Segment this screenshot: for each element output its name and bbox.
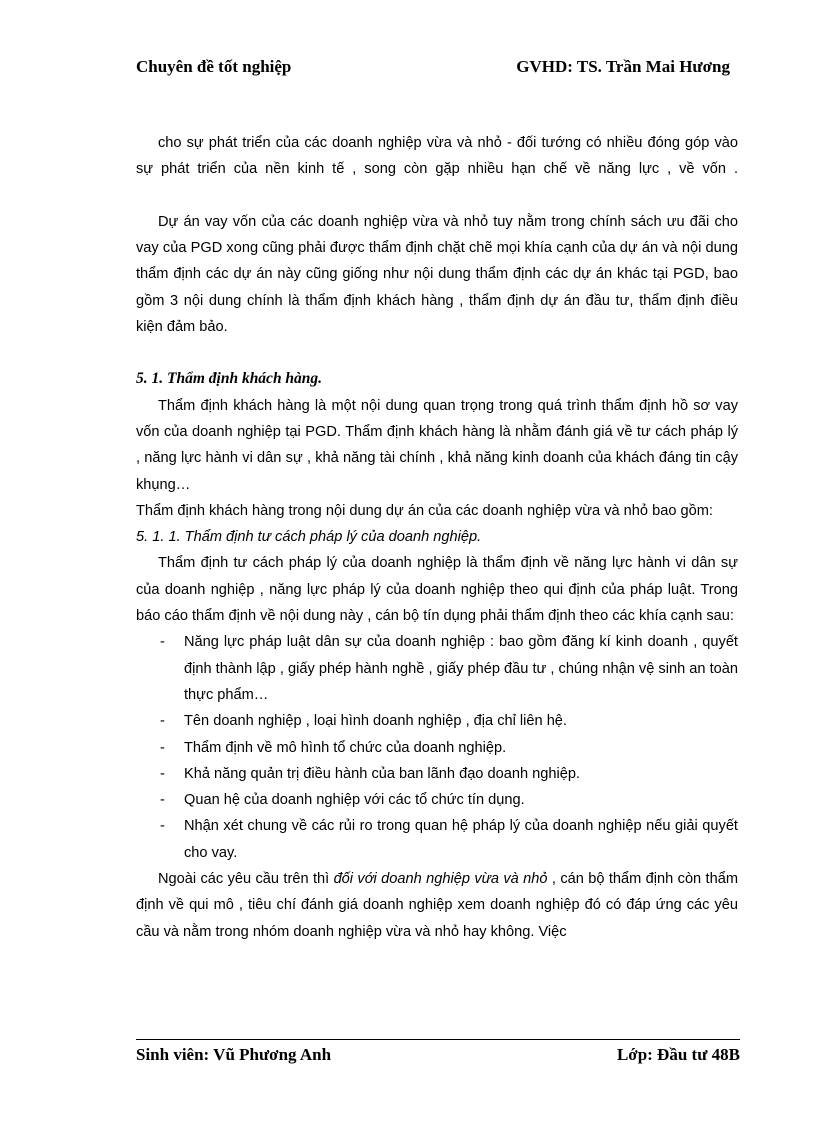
paragraph-4: Thẩm định khách hàng trong nội dung dự án của các doanh nghiệp vừa và nhỏ bao gồm: bbox=[136, 502, 713, 519]
paragraph-1-end: . bbox=[733, 161, 738, 178]
page-footer bbox=[136, 1045, 740, 1065]
paragraph-6-rest: , cán bộ thẩm định còn thẩm định về qui mô , tiêu chí đánh giá doanh nghiệp xem doanh nghiệp đó có đáp ứng các yêu cầu và nằm trong nhóm doanh nghiệp vừa và nhỏ hay không. Việc bbox=[136, 871, 738, 940]
spacer bbox=[136, 340, 738, 366]
paragraph-5: Thẩm định tư cách pháp lý của doanh nghiệp là thẩm định về năng lực hành vi dân sự của doanh nghiệp , năng lực pháp lý của doanh nghiệp theo qui định của pháp luật. Trong báo cáo thẩm định về nội dung này , cán bộ tín dụng phải thẩm định theo các khía cạnh sau: bbox=[136, 555, 738, 625]
header-title: Chuyên đề tốt nghiệp bbox=[136, 57, 292, 76]
header-advisor: GVHD: TS. Trần Mai Hương bbox=[516, 57, 730, 76]
paragraph-6-start: Ngoài các yêu cầu trên thì bbox=[158, 871, 334, 888]
document-body bbox=[136, 130, 738, 945]
list-item: - Nhận xét chung về các rủi ro trong quan hệ pháp lý của doanh nghiệp nếu giải quyết cho vay. bbox=[136, 813, 738, 866]
footer-rule bbox=[136, 1039, 740, 1040]
list-item: - Tên doanh nghiệp , loại hình doanh nghiệp , địa chỉ liên hệ. bbox=[136, 708, 738, 734]
list-item: - Thẩm định về mô hình tổ chức của doanh nghiệp. bbox=[136, 735, 738, 761]
paragraph-1-text: cho sự phát triển của các doanh nghiệp vừa và nhỏ - đối tướng có nhiều đóng góp vào sự phát triển của nền kinh tế , song còn gặp nhiều hạn chế về năng lực , về vốn bbox=[136, 135, 738, 178]
subsection-heading: 5. 1. 1. Thẩm định tư cách pháp lý của doanh nghiệp. bbox=[136, 529, 482, 546]
paragraph-3: Thẩm định khách hàng là một nội dung quan trọng trong quá trình thẩm định hồ sơ vay vốn của doanh nghiệp tại PGD. Thẩm định khách hàng là nhằm đánh giá về tư cách pháp lý , năng lực hành vi dân sự , khả năng tài chính , khả năng kinh doanh của khách đáng tin cậy khụng… bbox=[136, 397, 738, 493]
list-item: - Khả năng quản trị điều hành của ban lãnh đạo doanh nghiệp. bbox=[136, 761, 738, 787]
section-heading: 5. 1. Thẩm định khách hàng. bbox=[136, 370, 323, 388]
list-item: - Quan hệ của doanh nghiệp với các tổ chức tín dụng. bbox=[136, 787, 738, 813]
paragraph-2: Dự án vay vốn của các doanh nghiệp vừa và nhỏ tuy nằm trong chính sách ưu đãi cho vay của PGD xong cũng phải được thẩm định chặt chẽ mọi khía cạnh của dự án và nội dung thẩm định các dự án này cũng giống như nội dung thẩm định các dự án khác tại PGD, bao gồm 3 nội dung chính là thẩm định khách hàng , thẩm định dự án đầu tư, thẩm định điều kiện đảm bảo. bbox=[136, 213, 738, 336]
paragraph-6 bbox=[136, 866, 738, 945]
footer-class: Lớp: Đầu tư 48B bbox=[616, 1045, 740, 1064]
criteria-list bbox=[136, 629, 738, 866]
paragraph-1 bbox=[136, 130, 738, 209]
paragraph-6-emphasis: đối với doanh nghiệp vừa và nhỏ bbox=[333, 871, 548, 888]
list-item: - Năng lực pháp luật dân sự của doanh nghiệp : bao gồm đăng kí kinh doanh , quyết định thành lập , giấy phép hành nghề , giấy phép đầu tư , chúng nhận vệ sinh an toàn thực phẩm… bbox=[136, 629, 738, 708]
footer-student: Sinh viên: Vũ Phương Anh bbox=[136, 1045, 332, 1064]
page-header bbox=[136, 57, 730, 77]
